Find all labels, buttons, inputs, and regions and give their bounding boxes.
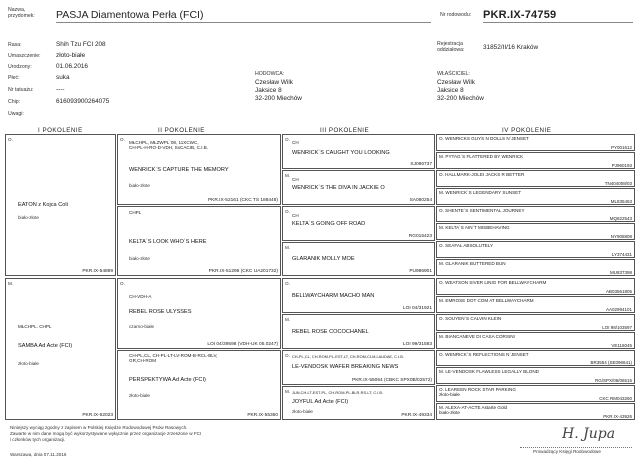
g4-box-9 xyxy=(436,278,635,295)
g4-13-name: O. WENRICK`S REFLECTIONS N`JENSET xyxy=(439,351,529,357)
rasa-value: Shih Tzu FCI 208 xyxy=(56,41,106,48)
g4-box-3 xyxy=(436,170,635,187)
g3-1-titles: CH xyxy=(292,140,299,145)
g4-box-5 xyxy=(436,206,635,223)
g4-box-14 xyxy=(436,367,635,384)
g4-12-name: M. BIANCANEVE DI CASA CORSINI xyxy=(439,333,515,339)
umaszczenie-value: złoto-białe xyxy=(56,52,86,59)
g2-2-color: biało-złote xyxy=(129,256,150,261)
footer-line-1: Niniejszy wyciąg zgodny z zapisem w Polskiej Księdze Rodowodowej Psów Rasowych. xyxy=(10,425,188,430)
g3-7-reg: PKR.IX-55064 (CBKC SPX0B/02572) xyxy=(352,378,432,383)
g4-10-name: M. EMROSE DOT COM AT BELLWAYCHARM xyxy=(439,297,534,303)
g3-7-name: LE-VENDOSK WAFER BREAKING NEWS xyxy=(292,364,399,370)
g3-5-reg: LOI 04/31921 xyxy=(402,306,432,311)
g2-4-name: PERSPEKTYWA Ad Acte (FCI) xyxy=(129,377,206,383)
g4-2-name: M. PYTAG`S FLATTERED BY WENRICK xyxy=(439,153,524,159)
name-label: Nazwa, przydomek: xyxy=(8,7,35,19)
hodowca-line-3: 32-200 Miechów xyxy=(255,95,302,102)
g4-6-name: M. KELTA`S AIN`T MISBEHAVING xyxy=(439,225,510,231)
g2-2-name: KELTA`S LOOK WHO`S HERE xyxy=(129,239,207,245)
g2-3-reg: LOI 04/39598 (VDH-UK 05.0247) xyxy=(207,342,278,347)
g2-1-color: biało-złote xyxy=(129,183,150,188)
g4-box-2 xyxy=(436,152,635,169)
g1-sire-sex: O. xyxy=(8,137,13,142)
g1-sire-reg: PKR.IX-54899 xyxy=(82,269,113,274)
gen-4-header: IV POKOLENIE xyxy=(502,127,552,134)
g4-10-reg: AA02994101 xyxy=(605,306,632,312)
footer-line-3: i członków tych organizacji. xyxy=(10,437,66,442)
g2-box-3 xyxy=(117,278,281,349)
g4-15-reg: CKC RM043260 xyxy=(599,396,632,402)
rejestracja-label: Rejestracja oddziałowa: xyxy=(437,41,465,53)
signer-caption: Prowadzący Księgi Rodowodowe xyxy=(533,449,601,454)
g3-box-5 xyxy=(282,278,435,313)
g2-box-4 xyxy=(117,350,281,420)
g3-8-reg: PKR.IX-49334 xyxy=(401,413,432,418)
g3-box-7 xyxy=(282,350,435,385)
rasa-label: Rasa: xyxy=(8,42,22,48)
g2-3-titles: CH-VDH-A xyxy=(129,294,152,299)
g4-8-reg: MU837398 xyxy=(609,270,632,275)
g3-3-sex: O. xyxy=(285,209,290,214)
rejestracja-value: 31852/II/16 Kraków xyxy=(483,44,539,51)
wlasciciel-line-3: 32-200 Miechów xyxy=(437,95,484,102)
gen-2-header: II POKOLENIE xyxy=(158,127,205,134)
g4-15-name: O. LEAREEN ROCK STAR PARKING złoto-białe xyxy=(439,387,516,398)
g4-13-reg: BR3554 (SE096641) xyxy=(590,360,632,366)
g1-dam-name: SAMBA Ad Acte (FCI) xyxy=(18,343,73,349)
g3-2-name: WENRICK`S THE DIVA IN JACKIE O xyxy=(292,185,385,191)
g3-3-titles: CH xyxy=(292,213,299,218)
g3-4-sex: M. xyxy=(285,245,291,250)
g4-5-name: O. SHENTE`S SENTIMENTAL JOURNEY xyxy=(439,207,525,213)
g1-dam-titles: MŁCHPL. CHPL xyxy=(18,324,52,329)
g3-1-reg: SJ086737 xyxy=(410,162,432,167)
g4-4-name: M. WENRICK`S LEGENDARY SUNSET xyxy=(439,189,522,195)
g3-3-name: KELTA`S GOING OFF ROAD xyxy=(292,221,366,227)
g2-4-titles: CH-PL,CL, CH-PL-LT-LV-ROM-B-RCL-BLV, GR,CH-ROM xyxy=(129,353,218,364)
plec-label: Płeć: xyxy=(8,75,20,81)
g4-3-reg: TN404008/03 xyxy=(604,180,632,186)
g3-1-sex: O. xyxy=(285,137,290,142)
chip-label: Chip: xyxy=(8,99,21,105)
g2-2-titles: CHPL xyxy=(129,210,142,215)
g2-4-color: złoto-białe xyxy=(129,393,150,398)
g4-box-16 xyxy=(436,403,635,420)
urodzony-label: Urodzony: xyxy=(8,64,32,70)
g3-7-titles: CH-PL,CL, CH-ROM-PL-EST-LT, CH-ROM-CLM,LAUDAE, C.I.B. xyxy=(292,354,404,359)
g4-16-reg: PKR.IX-43926 xyxy=(603,414,632,419)
g4-7-reg: LY374431 xyxy=(611,252,632,258)
g3-8-color: złoto-białe xyxy=(292,409,313,414)
g3-6-name: REBEL ROSE COCOCHANEL xyxy=(292,329,369,335)
g3-box-8 xyxy=(282,386,435,420)
g3-box-3 xyxy=(282,206,435,241)
tatuaz-value: ---- xyxy=(56,86,65,93)
g4-16-name: M. ALEXA-AT-ACTE Astarte Gold biało-złote xyxy=(439,405,508,416)
g3-4-reg: PU986901 xyxy=(409,269,432,274)
g4-6-reg: NY908808 xyxy=(610,234,632,240)
g4-box-10 xyxy=(436,296,635,313)
signature-rule xyxy=(520,447,632,448)
g2-3-color: czarno-białe xyxy=(129,324,155,329)
g4-box-1 xyxy=(436,134,635,151)
g1-sire-name: EATON z Kojca Coli xyxy=(18,202,68,208)
g3-box-2 xyxy=(282,170,435,205)
g1-sire-color: biało-złote xyxy=(18,215,39,220)
dog-name: PASJA Diamentowa Perła (FCI) xyxy=(56,9,204,21)
g3-3-reg: RG015423 xyxy=(408,234,432,239)
uwagi-label: Uwagi: xyxy=(8,111,24,117)
g3-1-name: WENRICK`S CAUGHT YOU LOOKING xyxy=(292,150,390,156)
g2-3-sex: O. xyxy=(120,281,125,286)
tatuaz-label: Nr tatuażu: xyxy=(8,87,34,93)
g4-box-13 xyxy=(436,350,635,367)
g2-box-2 xyxy=(117,206,281,276)
footer-line-2: Zawarte w nim dane mogą być wykorzystywane wyłącznie przez organizacje zrzeszone w FCI xyxy=(10,431,202,436)
g2-box-1 xyxy=(117,134,281,205)
g2-1-reg: PKR.IX-52161 (CKC TS 188448) xyxy=(207,198,278,203)
g2-2-reg: PKR.IX-51295 (CKC UA201732) xyxy=(208,269,278,274)
g1-dam-color: złoto-białe xyxy=(18,361,39,366)
gen-1-header: I POKOLENIE xyxy=(38,127,83,134)
g1-dam-box xyxy=(5,278,116,420)
g3-7-sex: O. xyxy=(285,353,290,358)
wlasciciel-line-1: Czesław Wilk xyxy=(437,79,475,86)
umaszczenie-label: Umaszczenie: xyxy=(8,53,41,59)
g3-2-sex: M. xyxy=(285,173,291,178)
g3-5-name: BELLWAYCHARM MACHO MAN xyxy=(292,293,375,299)
g4-box-7 xyxy=(436,241,635,258)
g4-14-reg: RG/SPX/06/06515 xyxy=(594,378,632,384)
hodowca-line-2: Jaksice 8 xyxy=(255,87,282,94)
g4-box-11 xyxy=(436,314,635,331)
g3-2-reg: SA080254 xyxy=(409,198,432,203)
wlasciciel-line-2: Jaksice 8 xyxy=(437,87,464,94)
hodowca-label: HODOWCA: xyxy=(255,71,285,77)
g3-8-titles: JUN.CH-LT-EST-PL, CH-ROM-PL-BLR-RS-LT, C.I.B. xyxy=(292,390,384,395)
g4-8-name: M. GLARANIK BUTTERED BUN xyxy=(439,261,506,267)
g4-2-reg: PJ960193 xyxy=(611,162,632,168)
g3-8-name: JOYFUL Ad Acte (FCI) xyxy=(292,399,349,405)
regno-label: Nr rodowodu: xyxy=(440,12,472,18)
g4-box-4 xyxy=(436,188,635,205)
g1-dam-reg: PKR.IX-62023 xyxy=(82,413,113,418)
signature: H. Jupa xyxy=(562,426,616,442)
g3-box-6 xyxy=(282,314,435,349)
place-date: Warszawa, dnia 07.11.2016 xyxy=(10,452,67,457)
g2-1-name: WENRICK`S CAPTURE THE MEMORY xyxy=(129,167,229,173)
chip-value: 616093900264075 xyxy=(56,98,110,105)
g3-8-sex: M. xyxy=(285,389,291,394)
plec-value: suka xyxy=(56,74,70,81)
g3-2-titles: CH xyxy=(292,177,299,182)
g1-sire-box xyxy=(5,134,116,276)
g4-11-reg: LOI 98/103597 xyxy=(602,324,632,330)
g2-4-reg: PKR.IX-55360 xyxy=(247,413,278,418)
g4-5-reg: MQ822543 xyxy=(609,216,632,222)
g4-4-reg: ML835463 xyxy=(610,198,632,204)
g4-1-reg: PY001612 xyxy=(610,144,632,150)
g2-1-sex: O. xyxy=(120,137,125,142)
g4-1-name: O. WENRICKS GUYS N DOLLS N`JENSET xyxy=(439,136,529,141)
g3-box-4 xyxy=(282,242,435,276)
g4-12-reg: VE116045 xyxy=(611,342,632,348)
g4-7-name: O. SEAFAL ABSOLUTELY xyxy=(439,243,494,249)
gen-3-header: III POKOLENIE xyxy=(320,127,370,134)
g2-3-name: REBEL ROSE ULYSSES xyxy=(129,309,192,315)
g3-box-1 xyxy=(282,134,435,169)
regno-rule xyxy=(483,22,633,23)
g4-9-reg: AB03561805 xyxy=(605,288,632,294)
header-rule xyxy=(56,22,431,23)
g3-4-name: GLARANIK MOLLY MOE xyxy=(292,256,355,262)
g4-box-12 xyxy=(436,332,635,349)
urodzony-value: 01.06.2016 xyxy=(56,63,88,70)
wlasciciel-label: WŁAŚCICIEL: xyxy=(437,71,470,77)
g3-6-reg: LOI 99/31583 xyxy=(402,342,432,347)
g4-14-name: M. LE-VENDOSK FLAWLESS LEGALLY BLOND xyxy=(439,369,539,375)
g2-1-titles: MŁCHPL, MŁZWPL`08, 11XCWC, CH-PL-H-RO-D-VDH, SxCACIB, C.I.B. xyxy=(129,140,209,151)
g4-9-name: O. WEATSON SIVER LINIG FOR BELLWAYCHARM xyxy=(439,280,547,285)
registration-number: PKR.IX-74759 xyxy=(483,9,557,21)
g4-box-8 xyxy=(436,259,635,276)
g3-6-sex: M. xyxy=(285,317,291,322)
g4-11-name: O. SOUYEN`S CALVIN KLEIN xyxy=(439,315,502,321)
g4-box-15 xyxy=(436,385,635,402)
g4-3-name: O. HALLMARK-JOLEI JACKS R BETTER xyxy=(439,171,525,177)
g4-box-6 xyxy=(436,223,635,240)
hodowca-line-1: Czesław Wilk xyxy=(255,79,293,86)
g1-dam-sex: M. xyxy=(8,281,14,286)
g3-5-sex: O. xyxy=(285,281,290,286)
